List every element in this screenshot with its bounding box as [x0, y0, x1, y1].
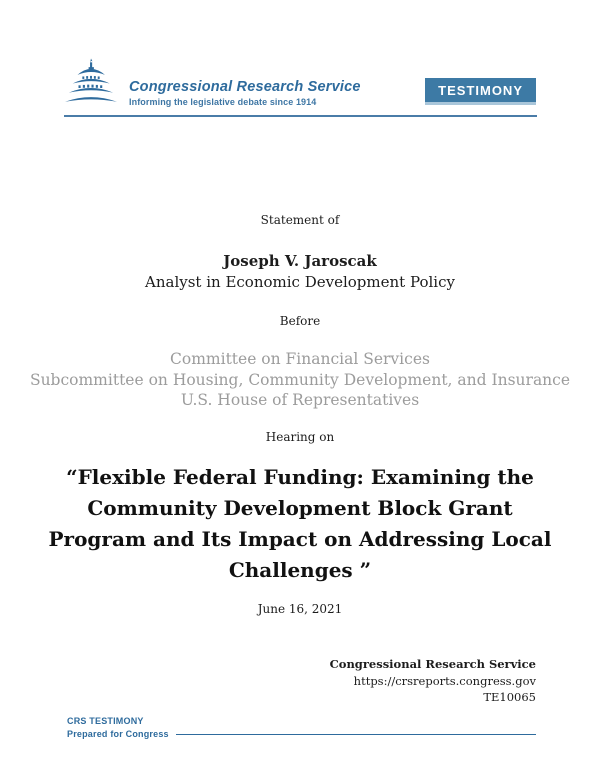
header-divider	[64, 115, 537, 117]
logo-tagline: Informing the legislative debate since 1914	[129, 97, 317, 107]
hearing-title-line: Challenges ”	[228, 558, 372, 582]
committee-line: U.S. House of Representatives	[180, 391, 420, 409]
publisher-url-link[interactable]: https://crsreports.congress.gov	[353, 673, 536, 688]
page-footer	[67, 716, 536, 739]
publisher-name: Congressional Research Service	[329, 657, 536, 671]
logo-text	[129, 79, 361, 108]
footer-line2	[67, 729, 536, 739]
hearing-title-line: Community Development Block Grant	[87, 496, 513, 520]
testimony-badge: TESTIMONY	[425, 78, 536, 105]
hearing-title	[0, 462, 600, 586]
before-label: Before	[279, 314, 321, 328]
capitol-dome-icon	[62, 58, 120, 108]
footer-prepared-label: Prepared for Congress	[67, 729, 169, 739]
author-name: Joseph V. Jaroscak	[223, 252, 377, 270]
hearing-on-label: Hearing on	[265, 430, 335, 444]
committee-block	[0, 349, 600, 411]
report-id: TE10065	[483, 690, 536, 704]
hearing-date: June 16, 2021	[257, 602, 343, 616]
statement-of-label: Statement of	[260, 213, 340, 227]
crs-logo	[62, 58, 361, 108]
publisher-block	[330, 656, 536, 706]
logo-org-name: Congressional Research Service	[129, 79, 361, 95]
footer-series-label: CRS TESTIMONY	[67, 716, 144, 726]
hearing-title-line: “Flexible Federal Funding: Examining the	[66, 465, 534, 489]
author-title: Analyst in Economic Development Policy	[145, 273, 455, 291]
footer-divider	[176, 734, 536, 735]
hearing-title-line: Program and Its Impact on Addressing Local	[48, 527, 552, 551]
committee-line: Committee on Financial Services	[170, 350, 430, 368]
committee-line: Subcommittee on Housing, Community Development, and Insurance	[29, 370, 571, 389]
